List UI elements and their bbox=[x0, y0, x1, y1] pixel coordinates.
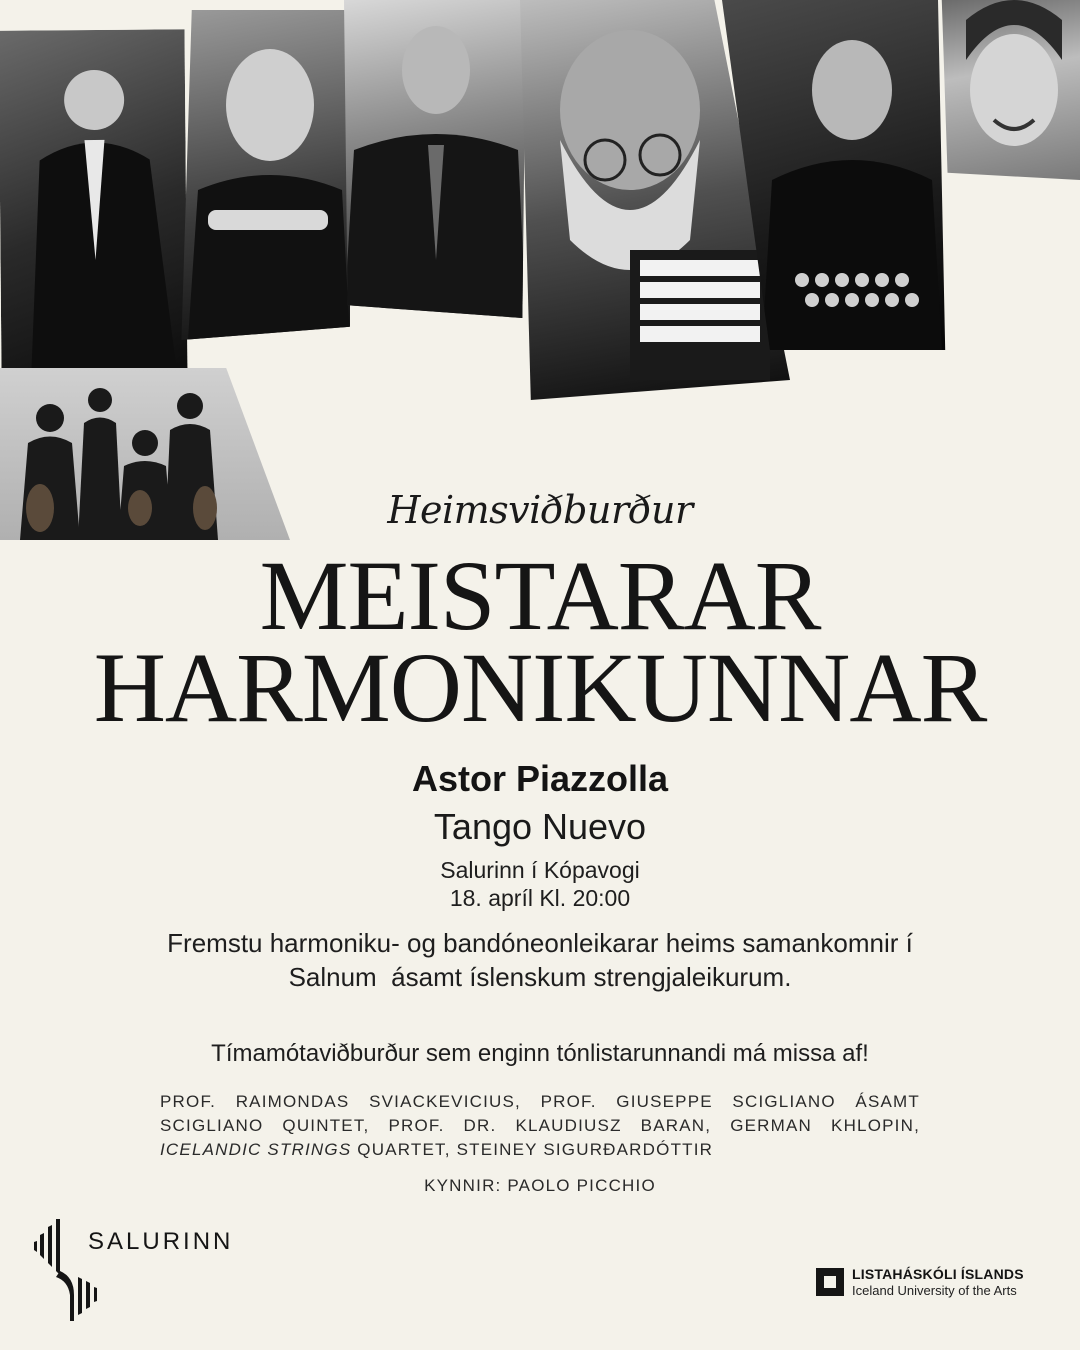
performers-part-1: PROF. RAIMONDAS SVIACKEVICIUS, PROF. GIUSEPPE SCIGLIANO ÁSAMT SCIGLIANO QUINTET, PROF. DR. KLAUDIUSZ BARAN, GERMAN KHLOPIN, bbox=[160, 1092, 920, 1135]
performers-list bbox=[160, 1090, 920, 1162]
venue-block bbox=[0, 856, 1080, 912]
event-datetime: 18. apríl Kl. 20:00 bbox=[449, 885, 631, 911]
performer-photo-3 bbox=[344, 0, 526, 318]
performer-silhouette bbox=[0, 29, 187, 371]
event-tagline: Tímamótaviðburður sem enginn tónlistarunnandi má missa af! bbox=[211, 1040, 869, 1067]
performer-photo-2 bbox=[178, 10, 350, 340]
lhi-subtitle: Iceland University of the Arts bbox=[852, 1283, 1017, 1298]
lhi-logo-icon bbox=[816, 1268, 844, 1296]
performer-photo-1 bbox=[0, 29, 187, 371]
event-title-line-1: MEISTARAR bbox=[259, 540, 821, 651]
event-title-line-2: HARMONIKUNNAR bbox=[93, 632, 987, 743]
description-line-2: Salnum ásamt íslenskum strengjaleikurum. bbox=[288, 962, 792, 992]
lhi-name: LISTAHÁSKÓLI ÍSLANDS bbox=[852, 1266, 1024, 1282]
salurinn-wordmark: SALURINN bbox=[88, 1228, 234, 1255]
event-kicker: Heimsviðburður bbox=[387, 488, 693, 532]
performer-photo-6 bbox=[936, 0, 1080, 180]
description-line-1: Fremstu harmoniku- og bandóneonleikarar heims samankomnir í bbox=[167, 928, 913, 958]
performer-silhouette bbox=[936, 0, 1080, 180]
performer-silhouette bbox=[178, 10, 350, 340]
performers-part-2: QUARTET, STEINEY SIGURÐARDÓTTIR bbox=[351, 1140, 714, 1159]
program-subtitle: Tango Nuevo bbox=[433, 806, 647, 847]
quartet-name: ICELANDIC STRINGS bbox=[160, 1140, 352, 1159]
performer-silhouette bbox=[344, 0, 526, 318]
venue-place: Salurinn í Kópavogi bbox=[440, 857, 640, 883]
event-description bbox=[100, 926, 980, 994]
composer-name: Astor Piazzolla bbox=[411, 758, 669, 799]
presenter-credit: KYNNIR: PAOLO PICCHIO bbox=[424, 1176, 656, 1195]
